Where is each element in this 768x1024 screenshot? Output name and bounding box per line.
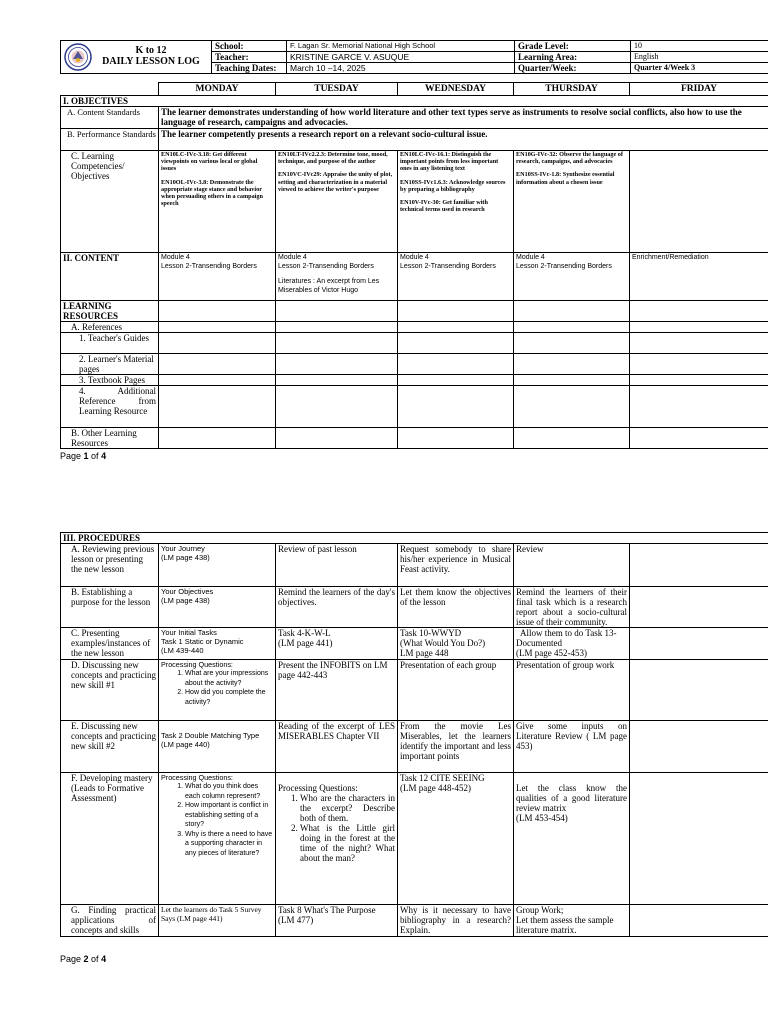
procedure-a-friday xyxy=(630,544,768,587)
day-tuesday: TUESDAY xyxy=(276,83,398,96)
quarter-week-label: Quarter/Week: xyxy=(515,63,631,74)
procedure-e-thursday: Give some inputs on Literature Review ( LM page 453) xyxy=(514,721,630,773)
learning-area-value: English xyxy=(631,52,768,63)
teaching-dates-label: Teaching Dates: xyxy=(212,63,287,74)
lesson-text: Lesson 2-Transending Borders xyxy=(400,263,496,270)
competency-text: EN10SS-IVc-1.8: Synthesize essential information about a chosen issue xyxy=(516,171,615,186)
question-item: 1. Who are the characters in the excerpt? Describe both of them. xyxy=(300,793,395,823)
learning-resources-heading: LEARNING RESOURCES xyxy=(61,301,159,322)
content-standards-text: The learner demonstrates understanding of how world literature and other text types serve as instruments to resolve social conflicts, also how to use the language of research, campaigns and advocacies. xyxy=(159,107,768,129)
procedure-f-monday xyxy=(159,773,276,905)
grade-label: Grade Level: xyxy=(515,41,631,52)
page-footer-2 xyxy=(60,954,106,964)
procedure-a-monday xyxy=(159,544,276,587)
content-monday xyxy=(159,253,276,301)
cell-line: (LM 439-440 xyxy=(161,646,204,655)
additional-reference-label: 4. Additional Reference from Learning Resource xyxy=(61,386,159,428)
cell-line: (LM page 441) xyxy=(278,638,333,648)
cell-line: (What Would You Do?) xyxy=(400,638,486,648)
cell-line: Task 8 What's The Purpose xyxy=(278,905,376,915)
deped-seal-icon xyxy=(64,43,92,71)
procedure-g-label: G. Finding practical applications of concepts and skills xyxy=(61,905,159,937)
lesson-text: Lesson 2-Transending Borders xyxy=(278,263,374,270)
competencies-thursday xyxy=(514,151,630,253)
question-item: 2. How did you complete the activity? xyxy=(185,688,273,707)
cell-line: Your Objectives xyxy=(161,587,214,596)
page-total: 4 xyxy=(101,451,107,461)
header-table xyxy=(60,40,768,74)
competency-text: EN10LT-IVc2.2.3: Determine tone, mood, technique, and purpose of the author xyxy=(278,151,388,166)
other-resources-label: B. Other Learning Resources xyxy=(61,428,159,449)
day-friday: FRIDAY xyxy=(630,83,768,96)
objectives-heading: I. OBJECTIVES xyxy=(61,96,768,107)
log-title-line2: DAILY LESSON LOG xyxy=(102,56,200,67)
performance-standards-label: B. Performance Standards xyxy=(61,129,159,151)
procedure-b-thursday: Remind the learners of their final task which is a research report about a socio-cultural issue of their community. xyxy=(514,587,630,628)
school-label: School: xyxy=(212,41,287,52)
performance-standards-text: The learner competently presents a research report on a relevant socio-cultural issue. xyxy=(159,129,768,151)
teacher-value: KRISTINE GARCE V. ASUQUE xyxy=(287,52,515,63)
lesson-log-table-page2 xyxy=(60,532,768,937)
cell-line: Processing Questions: xyxy=(161,660,233,669)
cell-line: Task 1 Static or Dynamic xyxy=(161,637,244,646)
references-label: A. References xyxy=(61,322,159,333)
competencies-label: C. Learning Competencies/ Objectives xyxy=(61,151,159,253)
procedure-e-tuesday: Reading of the excerpt of LES MISERABLES Chapter VII xyxy=(276,721,398,773)
cell-line: Task 10-WWYD xyxy=(400,628,462,638)
competencies-monday xyxy=(159,151,276,253)
procedure-e-wednesday: From the movie Les Miserables, let the learners identify the important and less important points xyxy=(398,721,514,773)
cell-line: Let them assess the sample literature matrix. xyxy=(516,915,614,935)
procedure-c-tuesday xyxy=(276,628,398,660)
day-thursday: THURSDAY xyxy=(514,83,630,96)
cell-line: Task 4-K-W-L xyxy=(278,628,331,638)
question-item: 1. What are your impressions about the activity? xyxy=(185,669,273,688)
procedure-b-label: B. Establishing a purpose for the lesson xyxy=(61,587,159,628)
content-friday: Enrichment/Remediation xyxy=(630,253,768,301)
cell-line: LM page 448 xyxy=(400,648,449,658)
cell-line: Your Journey xyxy=(161,544,205,553)
lesson-text: Lesson 2-Transending Borders xyxy=(516,263,612,270)
competencies-wednesday xyxy=(398,151,514,253)
day-monday: MONDAY xyxy=(159,83,276,96)
cell-line: (LM page 452-453) xyxy=(516,648,587,658)
page-number: 1 xyxy=(83,451,89,461)
procedure-d-friday xyxy=(630,660,768,721)
content-thursday xyxy=(514,253,630,301)
cell-line: Allow them to do Task 13- xyxy=(520,628,617,638)
teacher-label: Teacher: xyxy=(212,52,287,63)
module-text: Module 4 xyxy=(516,254,545,261)
procedure-d-thursday: Presentation of group work xyxy=(514,660,630,721)
procedure-g-friday xyxy=(630,905,768,937)
procedure-g-thursday xyxy=(514,905,630,937)
day-header-row xyxy=(61,83,768,96)
procedure-g-tuesday xyxy=(276,905,398,937)
procedure-d-wednesday: Presentation of each group xyxy=(398,660,514,721)
cell-line: (LM 453-454) xyxy=(516,813,568,823)
procedure-e-label: E. Discussing new concepts and practicing new skill #2 xyxy=(61,721,159,773)
procedure-f-friday xyxy=(630,773,768,905)
procedure-a-label: A. Reviewing previous lesson or presenting the new lesson xyxy=(61,544,159,587)
procedure-f-tuesday xyxy=(276,773,398,905)
page-of: of xyxy=(88,451,102,461)
procedure-d-monday xyxy=(159,660,276,721)
question-item: 1. What do you think does each column represent? xyxy=(185,782,273,801)
competency-text: EN10V-IVc-30: Get familiar with technical terms used in research xyxy=(400,199,488,214)
cell-line: Processing Questions: xyxy=(161,773,233,782)
log-title xyxy=(91,45,211,67)
page-prefix: Page xyxy=(60,954,84,964)
day-header-blank xyxy=(61,83,159,96)
question-item: 2. How important is conflict in establishing setting of a story? xyxy=(185,801,273,830)
cell-line: (LM 477) xyxy=(278,915,314,925)
procedure-c-thursday xyxy=(514,628,630,660)
procedure-b-friday xyxy=(630,587,768,628)
procedure-a-tuesday: Review of past lesson xyxy=(276,544,398,587)
procedure-b-wednesday: Let them know the objectives of the lesson xyxy=(398,587,514,628)
day-wednesday: WEDNESDAY xyxy=(398,83,514,96)
cell-line: (LM page 438) xyxy=(161,596,210,605)
competency-text: EN10OL-IVc-3.8: Demonstrate the appropriate stage stance and behavior when persuading others in a campaign speech xyxy=(161,178,263,208)
procedure-a-wednesday: Request somebody to share his/her experience in Musical Feast activity. xyxy=(398,544,514,587)
module-text: Module 4 xyxy=(278,254,307,261)
page-prefix: Page xyxy=(60,451,84,461)
procedure-c-wednesday xyxy=(398,628,514,660)
competency-text: EN10LC-IVc-3.18: Get different viewpoints on various local or global issues xyxy=(161,151,258,173)
page-of: of xyxy=(88,954,102,964)
procedure-d-tuesday: Present the INFOBITS on LM page 442-443 xyxy=(276,660,398,721)
lesson-log-table-page1 xyxy=(60,82,768,449)
procedure-e-monday: Task 2 Double Matching Type (LM page 440) xyxy=(159,721,276,773)
school-value: F. Lagan Sr. Memorial National High School xyxy=(287,41,515,52)
module-text: Module 4 xyxy=(161,254,190,261)
page-total: 4 xyxy=(101,954,107,964)
competency-text: EN10G-IVc-32: Observe the language of research, campaigns, and advocacies xyxy=(516,151,623,166)
learners-material-label: 2. Learner's Material pages xyxy=(61,354,159,375)
cell-line: Task 12 CITE SEEING xyxy=(400,773,485,783)
content-wednesday xyxy=(398,253,514,301)
content-standards-label: A. Content Standards xyxy=(61,107,159,129)
page-footer-1 xyxy=(60,451,106,461)
header-logo-cell xyxy=(61,41,212,74)
procedure-a-thursday: Review xyxy=(514,544,630,587)
content-tuesday xyxy=(276,253,398,301)
teachers-guides-label: 1. Teacher's Guides xyxy=(61,333,159,354)
procedure-f-thursday xyxy=(514,773,630,905)
procedure-b-tuesday: Remind the learners of the day's objectives. xyxy=(276,587,398,628)
quarter-week-value: Quarter 4/Week 3 xyxy=(631,63,768,74)
competency-text: EN10LC-IVc-16.1: Distinguish the important points from less important ones in any listening text xyxy=(400,151,499,173)
lesson-text: Lesson 2-Transending Borders xyxy=(161,263,257,270)
content-heading: II. CONTENT xyxy=(61,253,159,301)
teaching-dates-value: March 10 –14, 2025 xyxy=(287,63,515,74)
procedure-g-monday: Let the learners do Task 5 Survey Says (LM page 441) xyxy=(159,905,276,937)
learning-area-label: Learning Area: xyxy=(515,52,631,63)
procedure-c-friday xyxy=(630,628,768,660)
cell-line: Documented xyxy=(516,638,562,648)
question-item: 2. What is the Little girl doing in the forest at the time of the night? What about the man? xyxy=(300,823,395,863)
cell-line: (LM page 438) xyxy=(161,553,210,562)
question-item: 3. Why is there a need to have a supporting character in any pieces of literature? xyxy=(185,830,273,859)
cell-line: (LM page 448-452) xyxy=(400,783,471,793)
procedure-b-monday xyxy=(159,587,276,628)
procedure-e-friday xyxy=(630,721,768,773)
cell-line: Group Work; xyxy=(516,905,564,915)
competency-text: EN10SS-IVc1.6.3: Acknowledge sources by preparing a bibliography xyxy=(400,178,506,193)
cell-line: Your Initial Tasks xyxy=(161,628,217,637)
procedure-d-label: D. Discussing new concepts and practicing new skill #1 xyxy=(61,660,159,721)
cell-line: Let the class know the qualities of a good literature review matrix xyxy=(516,783,627,813)
competencies-tuesday xyxy=(276,151,398,253)
competencies-friday xyxy=(630,151,768,253)
procedure-f-label: F. Developing mastery (Leads to Formative Assessment) xyxy=(61,773,159,905)
competency-text: EN10VC-IVc29: Appraise the unity of plot, setting and characterization in a material viewed to achieve the writer's purpose xyxy=(278,171,393,193)
page-number: 2 xyxy=(83,954,89,964)
grade-value: 10 xyxy=(631,41,768,52)
procedures-heading: III. PROCEDURES xyxy=(61,533,768,544)
cell-line: Processing Questions: xyxy=(278,783,358,793)
procedure-g-wednesday: Why is it necessary to have bibliography in a research? Explain. xyxy=(398,905,514,937)
log-title-line1: K to 12 xyxy=(135,45,167,56)
procedure-c-monday xyxy=(159,628,276,660)
module-text: Module 4 xyxy=(400,254,429,261)
procedure-f-wednesday xyxy=(398,773,514,905)
literature-text: Literatures : An excerpt from Les Miserables of Victor Hugo xyxy=(278,278,380,294)
procedure-c-label: C. Presenting examples/instances of the new lesson xyxy=(61,628,159,660)
textbook-pages-label: 3. Textbook Pages xyxy=(61,375,159,386)
